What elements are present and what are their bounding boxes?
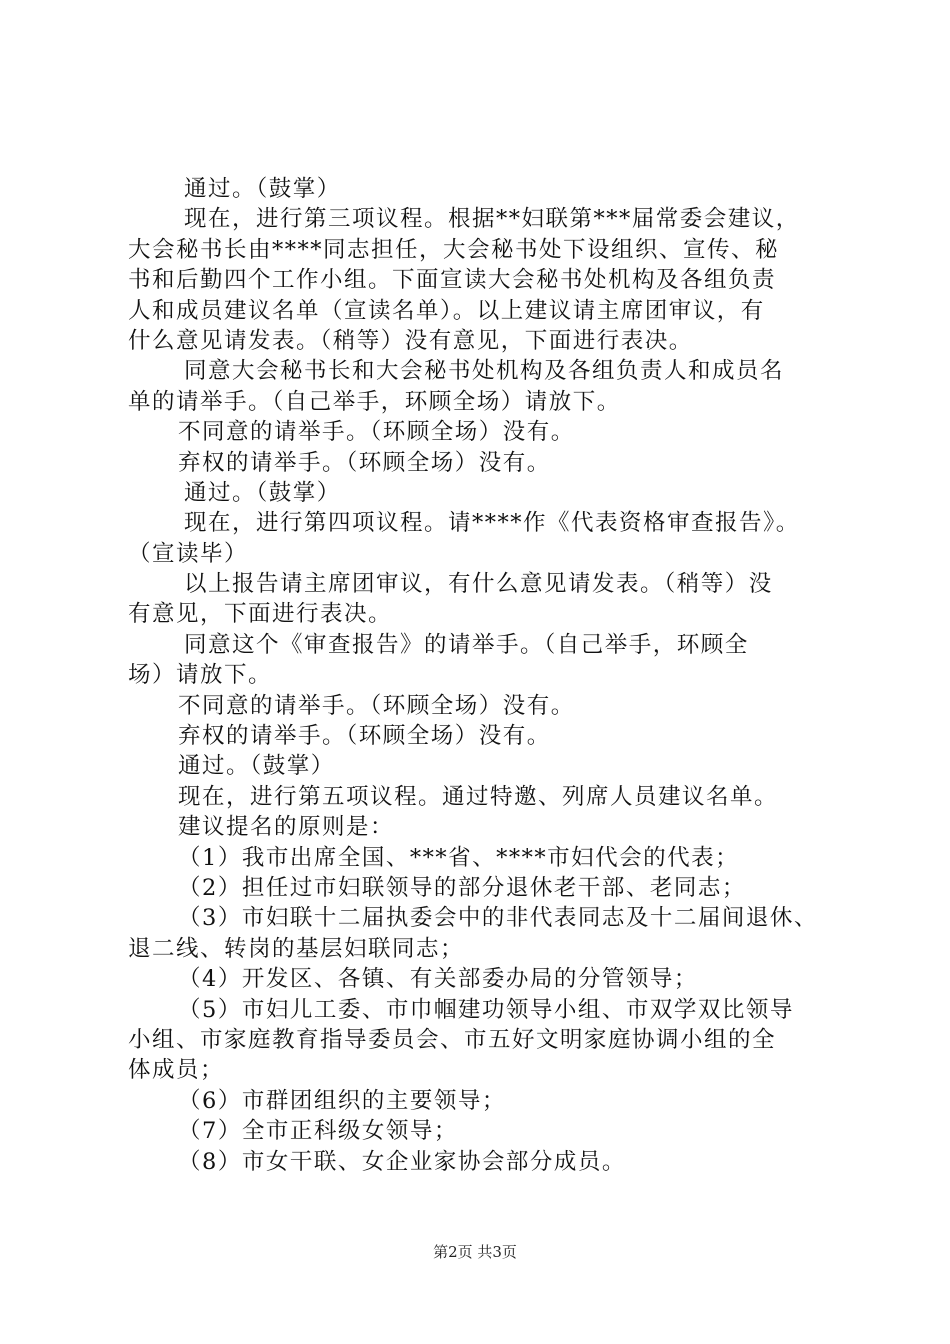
text-line: 场）请放下。 [128, 662, 273, 689]
text-line: 体成员； [128, 1057, 225, 1084]
text-line: 建议提名的原则是： [178, 814, 395, 841]
text-line: 通过。（鼓掌） [184, 176, 341, 202]
text-line: （8）市女干联、女企业家协会部分成员。 [178, 1148, 626, 1175]
text-line: 现在，进行第四项议程。请****作《代表资格审查报告》。 [184, 510, 800, 537]
text-line: 不同意的请举手。（环顾全场）没有。 [178, 692, 575, 719]
text-line: 同意大会秘书长和大会秘书处机构及各组负责人和成员名 [184, 358, 785, 385]
text-line: 书和后勤四个工作小组。下面宣读大会秘书处机构及各组负责 [128, 267, 777, 294]
page-footer: 第2页 共3页 [433, 1243, 517, 1261]
text-line: 什么意见请发表。（稍等）没有意见，下面进行表决。 [128, 327, 693, 354]
text-line: 弃权的请举手。（环顾全场）没有。 [178, 723, 551, 750]
text-line: 大会秘书长由****同志担任，大会秘书处下设组织、宣传、秘 [128, 236, 780, 263]
text-line: （3）市妇联十二届执委会中的非代表同志及十二届间退休、 [178, 905, 818, 932]
text-line: （7）全市正科级女领导； [178, 1118, 458, 1145]
text-line: 通过。（鼓掌） [184, 479, 341, 506]
document-body [128, 174, 838, 1177]
text-line: （1）我市出席全国、***省、****市妇代会的代表； [178, 844, 740, 871]
text-line: （2）担任过市妇联领导的部分退休老干部、老同志； [178, 874, 746, 901]
text-line: 以上报告请主席团审议，有什么意见请发表。（稍等）没 [184, 571, 773, 598]
text-line: （宣读毕） [128, 540, 249, 567]
text-line: 现在，进行第五项议程。通过特邀、列席人员建议名单。 [178, 783, 779, 810]
text-line: 单的请举手。（自己举手，环顾全场）请放下。 [128, 388, 621, 415]
text-line: 通过。（鼓掌） [178, 753, 335, 780]
text-line: 人和成员建议名单（宣读名单）。以上建议请主席团审议，有 [128, 297, 765, 324]
text-line: 同意这个《审查报告》的请举手。（自己举手，环顾全 [184, 631, 749, 658]
text-line: 现在，进行第三项议程。根据**妇联第***届常委会建议， [184, 206, 800, 233]
text-line: （4）开发区、各镇、有关部委办局的分管领导； [178, 966, 698, 993]
text-line: 有意见，下面进行表决。 [128, 601, 393, 628]
text-line: 弃权的请举手。（环顾全场）没有。 [178, 449, 551, 476]
text-line: 小组、市家庭教育指导委员会、市五好文明家庭协调小组的全 [128, 1026, 777, 1053]
text-line: 不同意的请举手。（环顾全场）没有。 [178, 419, 575, 446]
text-line: （6）市群团组织的主要领导； [178, 1087, 506, 1114]
text-line: 退二线、转岗的基层妇联同志； [128, 935, 465, 962]
text-line: （5）市妇儿工委、市巾帼建功领导小组、市双学双比领导 [178, 996, 794, 1023]
